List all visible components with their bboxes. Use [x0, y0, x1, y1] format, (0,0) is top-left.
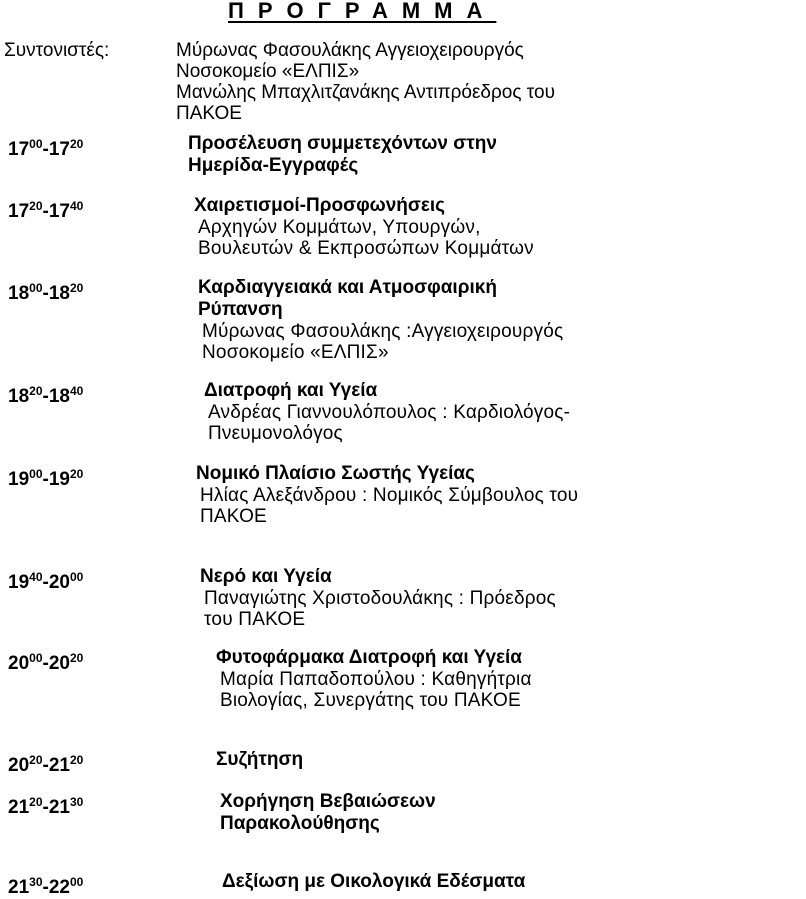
start-minute: 30 — [29, 875, 43, 889]
session-time — [8, 469, 83, 491]
end-minute: 00 — [69, 570, 84, 584]
end-minute: 30 — [69, 795, 84, 809]
time-separator: - — [42, 877, 49, 898]
session-details — [196, 463, 578, 527]
session-speaker: Μαρία Παπαδοπούλου : Καθηγήτρια — [220, 669, 532, 690]
session-speaker: Ανδρέας Γιαννουλόπουλος : Καρδιολόγος- — [208, 402, 571, 423]
end-minute: 40 — [69, 199, 84, 213]
end-hour: 18 — [48, 283, 70, 304]
coordinators-names — [176, 40, 555, 124]
time-separator: - — [42, 653, 49, 674]
start-hour: 18 — [8, 283, 30, 304]
session-details — [200, 566, 556, 630]
coordinators-block — [4, 40, 555, 124]
end-hour: 19 — [48, 469, 70, 490]
end-minute: 00 — [69, 875, 84, 889]
session-details — [204, 380, 570, 444]
session-speaker: Βουλευτών & Εκπροσώπων Κομμάτων — [198, 238, 534, 259]
start-hour: 21 — [8, 877, 30, 898]
start-minute: 00 — [29, 281, 43, 295]
session-details — [220, 791, 436, 835]
session-speaker: του ΠΑΚΟΕ — [204, 609, 306, 630]
start-hour: 17 — [8, 201, 30, 222]
page-title: ΠΡΟΓΡΑΜΜΑ — [228, 0, 497, 23]
coordinator-line: Μύρωνας Φασουλάκης Αγγειοχειρουργός — [176, 40, 524, 61]
session-speaker: Αρχηγών Κομμάτων, Υπουργών, — [198, 217, 481, 238]
end-minute: 40 — [69, 384, 84, 398]
time-separator: - — [42, 797, 49, 818]
session-title: Ημερίδα-Εγγραφές — [188, 155, 359, 176]
end-hour: 22 — [48, 877, 70, 898]
session-time — [8, 283, 83, 305]
session-title: Δεξίωση με Οικολογικά Εδέσματα — [222, 871, 526, 892]
session-details — [222, 871, 525, 893]
start-minute: 20 — [29, 199, 43, 213]
session-title: Φυτοφάρμακα Διατροφή και Υγεία — [216, 647, 522, 668]
session-speaker: Πνευμονολόγος — [208, 423, 343, 444]
start-hour: 19 — [8, 572, 30, 593]
session-title: Νομικό Πλαίσιο Σωστής Υγείας — [196, 463, 475, 484]
time-separator: - — [42, 283, 49, 304]
session-time — [8, 386, 83, 408]
session-speaker: Ηλίας Αλεξάνδρου : Νομικός Σύμβουλος του — [200, 485, 579, 506]
start-hour: 21 — [8, 797, 30, 818]
session-time — [8, 653, 83, 675]
end-minute: 20 — [69, 137, 84, 151]
session-details — [216, 749, 303, 771]
end-minute: 20 — [69, 467, 84, 481]
session-title: Καρδιαγγειακά και Ατμοσφαιρική — [198, 277, 497, 298]
session-speaker: Μύρωνας Φασουλάκης :Αγγειοχειρουργός — [202, 321, 564, 342]
coordinator-line: Νοσοκομείο «ΕΛΠΙΣ» — [176, 61, 360, 82]
coordinators-label: Συντονιστές: — [4, 40, 110, 61]
start-hour: 17 — [8, 139, 30, 160]
session-title: Ρύπανση — [198, 299, 283, 320]
time-separator: - — [42, 201, 49, 222]
session-speaker: ΠΑΚΟΕ — [200, 506, 267, 527]
session-speaker: Βιολογίας, Συνεργάτης του ΠΑΚΟΕ — [220, 690, 521, 711]
start-hour: 18 — [8, 386, 30, 407]
session-time — [8, 572, 83, 594]
session-time — [8, 139, 83, 161]
session-title: Νερό και Υγεία — [200, 566, 332, 587]
start-minute: 00 — [29, 467, 43, 481]
start-hour: 19 — [8, 469, 30, 490]
end-minute: 20 — [69, 753, 84, 767]
session-title: Προσέλευση συμμετεχόντων στην — [188, 133, 497, 154]
session-title: Διατροφή και Υγεία — [204, 380, 378, 401]
session-title: Συζήτηση — [216, 749, 304, 770]
time-separator: - — [42, 386, 49, 407]
session-title: Χαιρετισμοί-Προσφωνήσεις — [194, 195, 446, 216]
end-hour: 20 — [48, 572, 70, 593]
coordinator-line: ΠΑΚΟΕ — [176, 103, 242, 124]
end-hour: 18 — [48, 386, 70, 407]
end-hour: 21 — [48, 797, 70, 818]
coordinator-line: Μανώλης Μπαχλιτζανάκης Αντιπρόεδρος του — [176, 82, 555, 103]
end-minute: 20 — [69, 281, 84, 295]
session-details — [188, 133, 497, 177]
session-speaker: Νοσοκομείο «ΕΛΠΙΣ» — [202, 342, 389, 363]
end-hour: 17 — [48, 201, 70, 222]
session-details — [216, 647, 532, 711]
end-minute: 20 — [69, 651, 84, 665]
session-details — [198, 277, 563, 363]
start-minute: 20 — [29, 384, 43, 398]
start-hour: 20 — [8, 653, 30, 674]
time-separator: - — [42, 755, 49, 776]
session-time — [8, 797, 83, 819]
start-minute: 00 — [29, 137, 43, 151]
session-time — [8, 201, 83, 223]
session-details — [194, 195, 534, 259]
time-separator: - — [42, 469, 49, 490]
start-minute: 20 — [29, 753, 43, 767]
start-minute: 20 — [29, 795, 43, 809]
start-minute: 40 — [29, 570, 43, 584]
start-hour: 20 — [8, 755, 30, 776]
session-title: Παρακολούθησης — [220, 813, 380, 834]
session-title: Χορήγηση Βεβαιώσεων — [220, 791, 436, 812]
end-hour: 20 — [48, 653, 70, 674]
time-separator: - — [42, 572, 49, 593]
session-time — [8, 755, 83, 777]
end-hour: 21 — [48, 755, 70, 776]
session-speaker: Παναγιώτης Χριστοδουλάκης : Πρόεδρος — [204, 588, 556, 609]
time-separator: - — [42, 139, 49, 160]
end-hour: 17 — [48, 139, 70, 160]
start-minute: 00 — [29, 651, 43, 665]
